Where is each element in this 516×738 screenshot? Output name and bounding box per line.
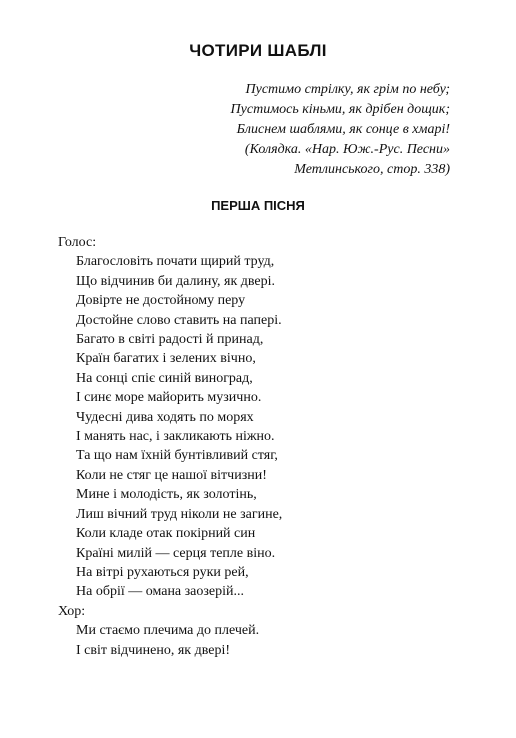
verse-line: На сонці спіє синій виноград, [76,370,253,386]
verse-line: Багато в світі радості й принад, [76,332,264,348]
verse-line: На обрії — омана заозерій... [76,584,245,600]
verse-line: Країн багатих і зелених вічно, [76,351,256,367]
epigraph-line: Пустимось кіньми, як дрібен дощик; [230,102,450,117]
verse-line: Країні милій — серця тепле віно. [76,545,276,561]
verse-line: Ми стаємо плечима до плечей. [76,623,260,639]
epigraph-source-line: (Колядка. «Нар. Юж.-Рус. Песни» [244,142,450,157]
epigraph-line: Блиснем шаблями, як сонце в хмарі! [236,122,450,137]
verse-line: Лиш вічний труд ніколи не загине, [76,506,283,522]
speaker-label: Голос: [58,235,97,250]
verse-line: Чудесні дива ходять по морях [76,409,254,425]
verse-line: І світ відчинено, як двері! [76,642,231,658]
verse-line: І манять нас, і закликають ніжно. [76,429,275,445]
poem-title: ЧОТИРИ ШАБЛІ [189,41,327,60]
section-heading: ПЕРША ПІСНЯ [211,198,305,213]
speaker-label: Хор: [58,603,86,619]
verse-line: Коли не стяг це нашої вітчизни! [76,467,267,483]
epigraph [30,80,450,180]
verse-line: Що відчинив би далину, як двері. [76,273,276,289]
epigraph-line: Пустимо стрілку, як грім по небу; [245,82,450,97]
epigraph-source-line: Метлинського, стор. 338) [294,162,450,177]
verse-line: Коли кладе отак покірний син [76,526,256,542]
verse-line: На вітрі рухаються руки рей, [76,564,249,580]
poem-body [58,233,478,660]
verse-line: І синє море майорить музично. [76,390,262,406]
verse-line: Мине і молодість, як золотінь, [76,487,257,503]
verse-line: Довірте не достойному перу [76,293,246,309]
verse-line: Достойне слово ставить на папері. [76,312,282,328]
verse-line: Та що нам їхній бунтівливий стяг, [76,448,278,464]
verse-line: Благословіть почати щирий труд, [76,254,275,270]
